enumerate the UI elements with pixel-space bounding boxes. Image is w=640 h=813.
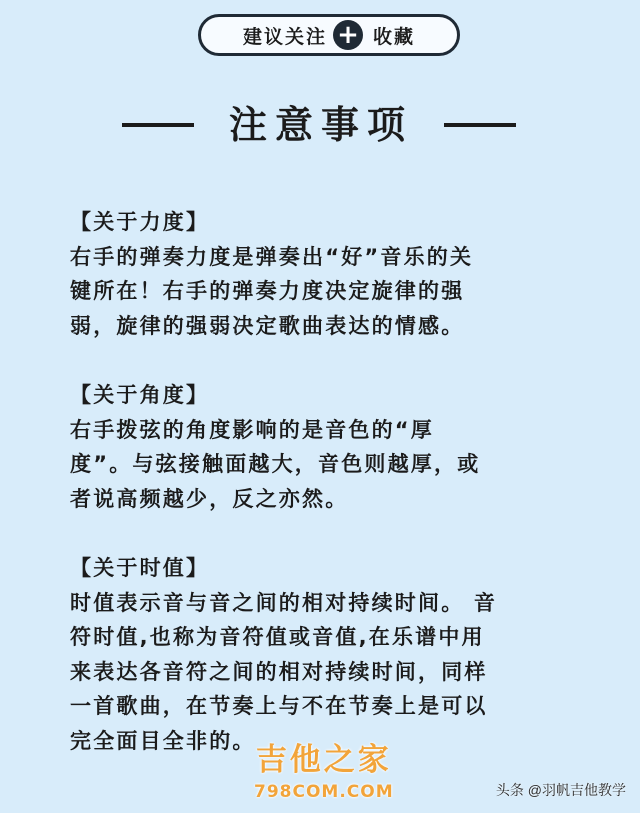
section-line: 弱，旋律的强弱决定歌曲表达的情感。 <box>70 313 465 338</box>
section-line: 时值表示音与音之间的相对持续时间。 音 <box>70 590 498 615</box>
section-line: 度”。与弦接触面越大，音色则越厚，或 <box>70 452 481 476</box>
watermark-name: 吉他之家 <box>255 742 392 778</box>
section-heading: 【关于力度】 <box>70 210 210 234</box>
section-line: 符时值,也称为音符值或音值,在乐谱中用 <box>70 625 485 649</box>
follow-collect-badge <box>198 14 460 56</box>
section-strength <box>70 205 590 343</box>
section-line: 来表达各音符之间的相对持续时间，同样 <box>70 659 488 684</box>
page-title: 注意事项 <box>228 103 413 147</box>
section-heading: 【关于角度】 <box>70 383 210 407</box>
site-watermark <box>254 740 394 802</box>
section-line: 右手拨弦的角度影响的是音色的“厚 <box>70 417 435 442</box>
section-line: 一首歌曲，在节奏上与不在节奏上是可以 <box>70 694 488 718</box>
section-line: 右手的弹奏力度是弹奏出“好”音乐的关 <box>70 244 474 269</box>
section-line: 完全面目全非的。 <box>70 728 256 753</box>
collect-text: 收藏 <box>373 25 416 48</box>
section-duration <box>70 551 590 758</box>
watermark-url: 798COM.COM <box>254 782 394 802</box>
title-rule-left <box>122 123 194 127</box>
section-angle <box>70 378 590 516</box>
author-credit: 头条 @羽帆吉他教学 <box>495 782 626 798</box>
follow-text: 建议关注 <box>242 25 327 48</box>
plus-icon: + <box>333 20 363 50</box>
title-rule-right <box>444 123 516 127</box>
section-heading: 【关于时值】 <box>70 556 210 580</box>
title-row <box>0 98 640 152</box>
section-line: 者说高频越少，反之亦然。 <box>70 486 349 511</box>
section-line: 键所在！右手的弹奏力度决定旋律的强 <box>70 279 465 303</box>
